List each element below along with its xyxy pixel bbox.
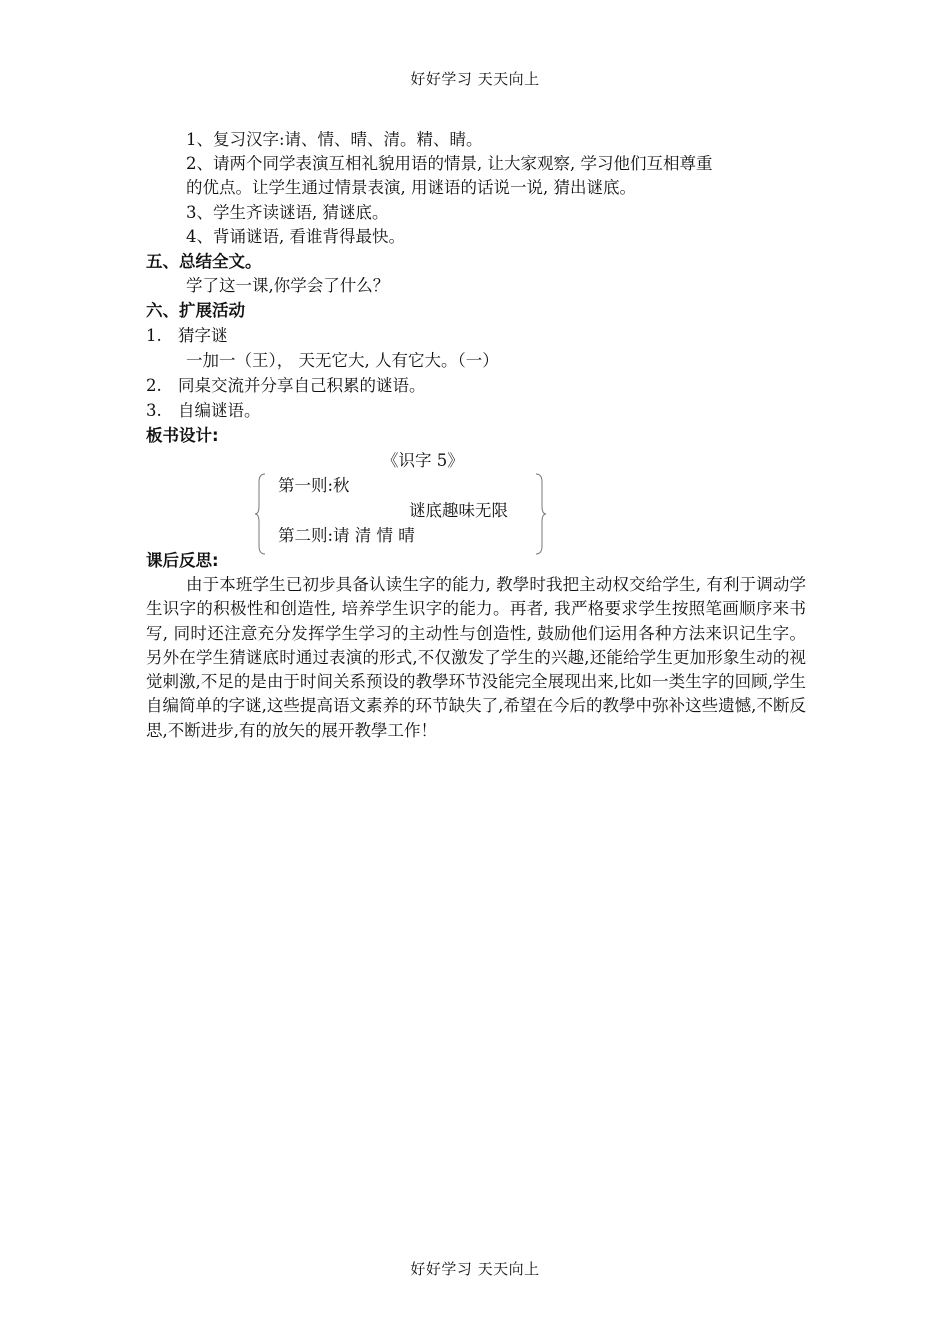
board-rule-1: 第一则:秋: [278, 476, 350, 495]
review-item-2-line-2: 的优点。让学生通过情景表演, 用谜语的话说一说, 猜出谜底。: [186, 178, 636, 197]
review-item-1: 1、复习汉字:请、情、晴、清。精、睛。: [186, 130, 483, 149]
reflection-title: 课后反思:: [146, 551, 219, 570]
reflection-paragraph: 由于本班学生已初步具备认读生字的能力, 教學时我把主动权交给学生, 有利于调动学生识字的积极性和创造性, 培养学生识字的能力。再者, 我严格要求学生按照笔画顺序来书写, 同时还注意充分发挥学生学习的主动性与创造性, 鼓励他们运用各种方法来识记生字。另外在学生猜谜底时通过表演的形式,不仅激发了学生的兴趣,还能给学生更加形象生动的视觉刺激,不足的是由于时间关系预设的教學环节没能完全展现出来,比如一类生字的回顾,学生自编简单的字谜,这些提高语文素养的环节缺失了,希望在今后的教學中弥补这些遗憾,不断反思,不断进步,有的放矢的展开教學工作！: [146, 575, 806, 740]
section-5-text: 学了这一课,你学会了什么？: [186, 276, 390, 295]
activity-3-text: 自编谜语。: [178, 401, 261, 420]
board-lesson-title: 《识字 5》: [382, 451, 464, 470]
section-5-title: 五、总结全文。: [146, 252, 262, 271]
page-footer: 好好学习 天天向上: [410, 1260, 540, 1278]
activity-2-number: 2.: [146, 376, 162, 395]
review-item-2-line-1: 2、请两个同学表演互相礼貌用语的情景, 让大家观察, 学习他们互相尊重: [186, 154, 713, 173]
review-item-4: 4、背诵谜语, 看谁背得最快。: [186, 227, 405, 246]
activity-2-text: 同桌交流并分享自己积累的谜语。: [178, 376, 426, 395]
board-design-title: 板书设计:: [146, 426, 219, 445]
page-header: 好好学习 天天向上: [410, 70, 540, 88]
review-item-3: 3、学生齐读谜语, 猜谜底。: [186, 203, 389, 222]
riddle-text: 一加一（王）， 天无它大, 人有它大。（一）: [186, 351, 499, 370]
activity-1-number: 1.: [146, 326, 162, 345]
section-6-title: 六、扩展活动: [146, 301, 245, 320]
activity-3-number: 3.: [146, 401, 162, 420]
right-brace-icon: [535, 472, 547, 556]
board-summary: 谜底趣味无限: [409, 501, 508, 520]
activity-1-text: 猜字谜: [178, 326, 228, 345]
board-rule-2: 第二则:请 清 情 晴: [278, 526, 415, 545]
left-brace-icon: [254, 472, 266, 556]
